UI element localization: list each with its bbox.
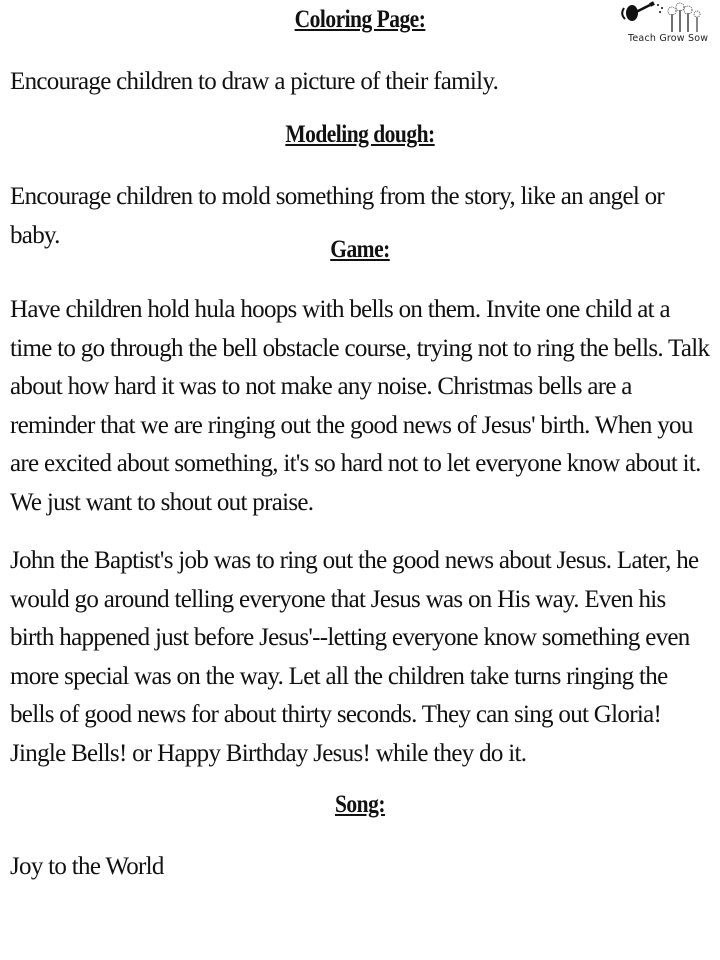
song-text: Joy to the World [10,853,164,880]
modeling-dough-heading: Modeling dough: [285,121,435,148]
game-heading: Game: [330,236,390,263]
coloring-page-text: Encourage children to draw a picture of their family. [10,68,499,95]
game-text-paragraph-2: John the Baptist's job was to ring out the good news about Jesus. Later, he would go around telling everyone that Jesus was on His way. Even his birth happened just before Jesus'--letting everyone know something even more special was on the way. Let all the children take turns ringing the bells of good news for about thirty seconds. They can sing out Gloria! Jingle Bells! or Happy Birthday Jesus! while they do it. [10,547,699,767]
modeling-dough-text: Encourage children to mold something from the story, like an angel or baby. [10,183,665,249]
song-heading: Song: [334,791,385,818]
logo-text: Teach Grow Sow [628,33,709,44]
game-text-paragraph-1: Have children hold hula hoops with bells on them. Invite one child at a time to go through the bell obstacle course, trying not to ring the bells. Talk about how hard it was to not make any noise. Christmas bells are a reminder that we are ringing out the good news of Jesus' birth. When you are excited about something, it's so hard not to let everyone know about it. We just want to shout out praise. [10,296,710,516]
coloring-page-heading: Coloring Page: [294,6,426,33]
